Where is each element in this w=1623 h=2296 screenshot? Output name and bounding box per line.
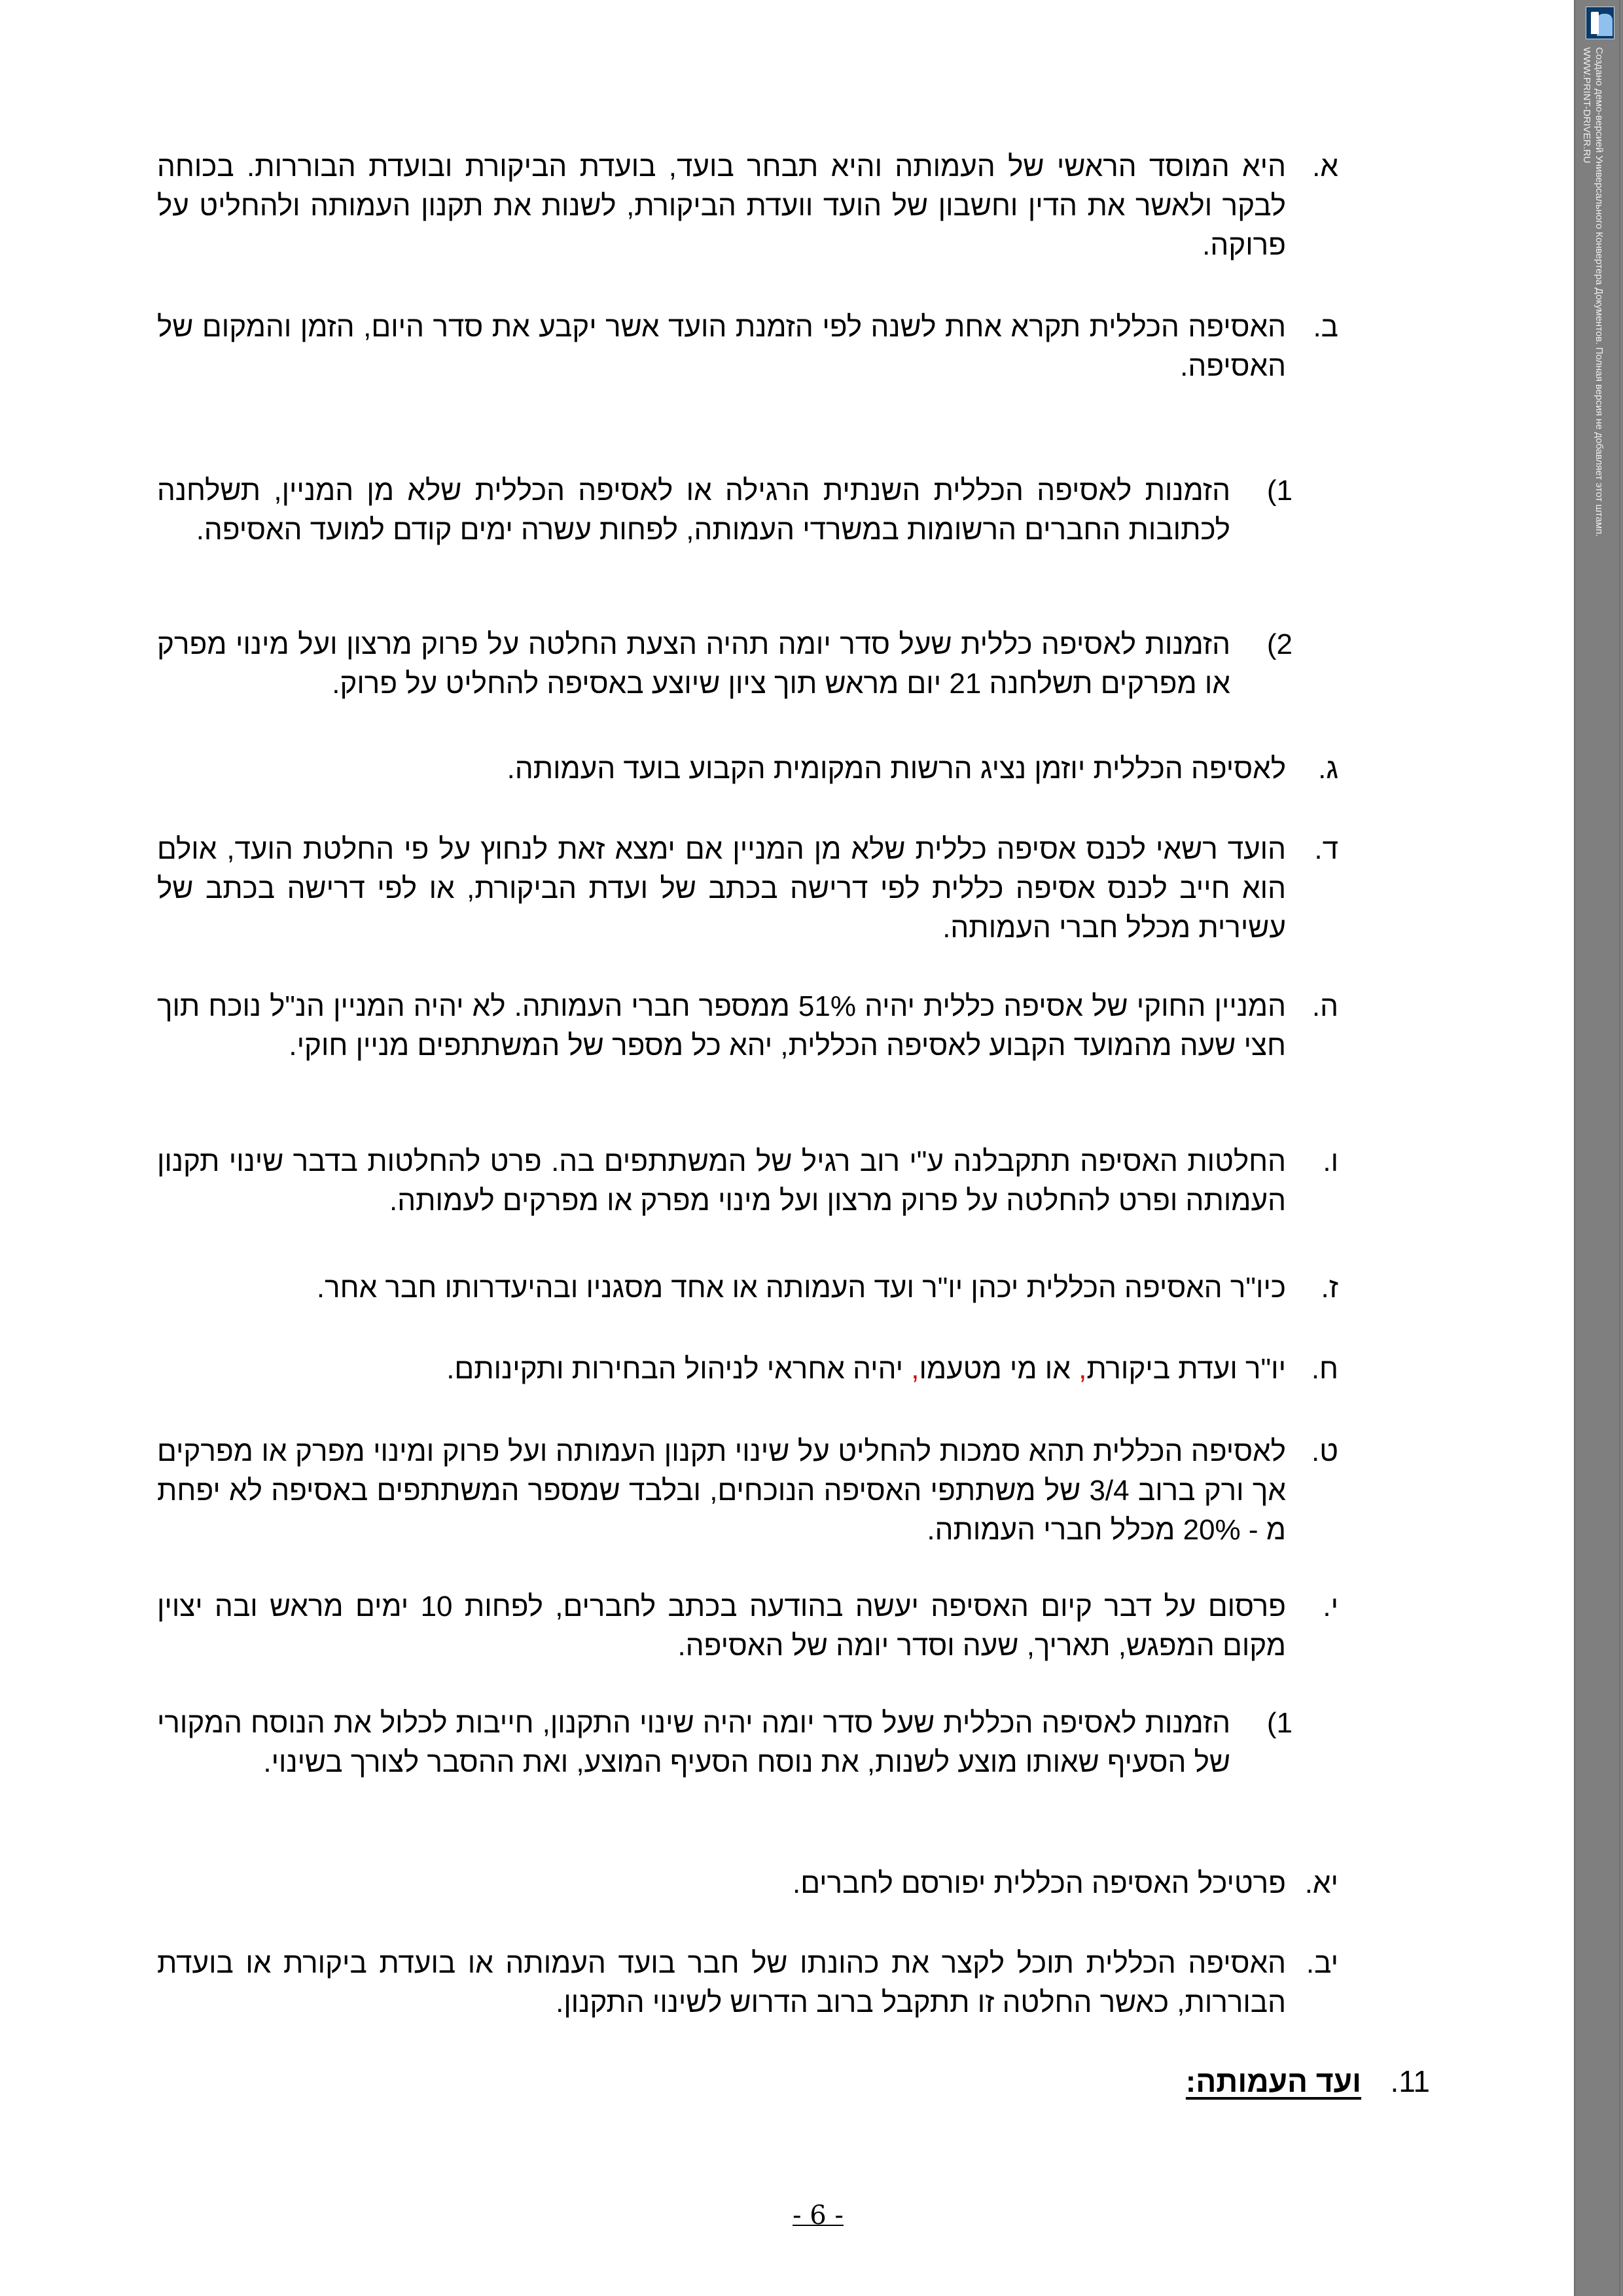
clause-text: החלטות האסיפה תתקבלנה ע"י רוב רגיל של המשתתפים בה. פרט להחלטות בדבר שינוי תקנון העמותה ופרט להחלטה על פרוק מרצון ועל מינוי מפרק או מפרקים לעמותה.	[157, 1145, 1286, 1217]
clause-text: היא המוסד הראשי של העמותה והיא תבחר בועד, בועדת הביקורת ובועדת הבוררות. בכוחה לבקר ולאשר את הדין וחשבון של הועד וועדת הביקורת, לשנות את תקנון העמותה ולהחליט על פרוקה.	[157, 151, 1286, 261]
clause-marker: יב.	[1306, 1947, 1338, 1979]
clause-he	[157, 987, 1338, 1066]
clause-yod-bet	[157, 1944, 1338, 2022]
clause-text: הועד רשאי לכנס אסיפה כללית שלא מן המניין אם ימצא זאת לנחוץ על פי החלטת הועד, אולם הוא חייב לכנס אסיפה כללית לפי דרישה בכתב של ועדת הביקורת, או לפי דרישה בכתב של עשירית מכלל חברי העמותה.	[157, 833, 1286, 944]
clause-alef	[157, 147, 1338, 265]
clause-text	[157, 1350, 1286, 1389]
clause-text: כיו"ר האסיפה הכללית יכהן יו"ר ועד העמותה או אחד מסגניו ובהיעדרותו חבר אחר.	[316, 1272, 1286, 1304]
clause-text: האסיפה הכללית תקרא אחת לשנה לפי הזמנת הועד אשר יקבע את סדר היום, הזמן והמקום של האסיפה.	[157, 311, 1286, 382]
clause-text: האסיפה הכללית תוכל לקצר את כהונתו של חבר בועד העמותה או בועדת ביקורת או בועדת הבוררות, כאשר החלטה זו תתקבל ברוב הדרוש לשינוי התקנון.	[157, 1947, 1286, 2018]
clause-text: המניין החוקי של אסיפה כללית יהיה 51% ממספר חברי העמותה. לא יהיה המניין הנ"ל נוכח תוך חצי שעה מהמועד הקבוע לאסיפה הכללית, יהא כל מספר של המשתתפים מניין חוקי.	[157, 990, 1286, 1062]
clause-text: פרטיכל האסיפה הכללית יפורסם לחברים.	[792, 1867, 1286, 1899]
clause-marker: ב.	[1313, 311, 1338, 343]
subclause-text: הזמנות לאסיפה כללית שעל סדר יומה תהיה הצעת החלטה על פרוק מרצון ועל מינוי מפרק או מפרקים תשלחנה 21 יום מראש תוך ציון שיוצע באסיפה להחליט על פרוק.	[157, 628, 1230, 700]
clause-zayin	[157, 1268, 1338, 1308]
watermark-sidebar	[1574, 0, 1623, 2296]
highlighted-comma: ,	[911, 1353, 919, 1385]
clause-dalet	[157, 830, 1338, 948]
page-number: - 6 -	[793, 2200, 844, 2231]
clause-text: לאסיפה הכללית תהא סמכות להחליט על שינוי תקנון העמותה ועל פרוק ומינוי מפרק או מפרקים אך ורק ברוב 3/4 של משתתפי האסיפה הנוכחים, ובלבד שמספר המשתתפים באסיפה לא יפחת מ - 20% מכלל חברי העמותה.	[157, 1435, 1286, 1546]
clause-marker: ד.	[1314, 833, 1338, 865]
clause-marker: ו.	[1323, 1145, 1338, 1177]
logo-shape	[1597, 14, 1613, 36]
clause-marker: יא.	[1304, 1867, 1338, 1899]
clause-marker: י.	[1323, 1590, 1338, 1623]
watermark-text	[1580, 47, 1605, 537]
sidebar-divider	[1619, 0, 1620, 2296]
converter-logo-icon	[1586, 7, 1614, 39]
subclause-marker: 2)	[1266, 628, 1293, 660]
text-part: יהיה אחראי לניהול הבחירות ותקינותם.	[446, 1353, 912, 1385]
clause-marker: ז.	[1321, 1272, 1338, 1304]
clause-marker: א.	[1312, 151, 1338, 183]
clause-yod-alef	[157, 1864, 1338, 1903]
clause-bet	[157, 308, 1338, 386]
section-title: ועד העמותה:	[1185, 2064, 1361, 2098]
watermark-line-2: WWW.PRINT-DRIVER.RU	[1581, 47, 1592, 164]
subclause-1	[157, 471, 1338, 550]
clause-vav	[157, 1142, 1338, 1221]
highlighted-comma: ,	[1079, 1353, 1087, 1385]
subclause-text: הזמנות לאסיפה הכללית השנתית הרגילה או לאסיפה הכללית שלא מן המניין, תשלחנה לכתובות החברים הרשומות במשרדי העמותה, לפחות עשרה ימים קודם למועד האסיפה.	[157, 475, 1230, 546]
clause-tet	[157, 1432, 1338, 1550]
section-number: 11.	[1390, 2064, 1430, 2098]
subclause-2	[157, 625, 1338, 704]
clause-text: לאסיפה הכללית יוזמן נציג הרשות המקומית הקבוע בועד העמותה.	[507, 753, 1286, 785]
text-part: יו"ר ועדת ביקורת	[1086, 1353, 1286, 1385]
subclause-marker: 1)	[1266, 475, 1293, 507]
clause-marker: ג.	[1318, 753, 1338, 785]
watermark-line-1: Создано демо-версией Универсального Конвертера Документов. Полная версия не добавляет этот штамп.	[1594, 47, 1605, 537]
subclause-text: הזמנות לאסיפה הכללית שעל סדר יומה יהיה שינוי התקנון, חייבות לכלול את הנוסח המקורי של הסעיף שאותו מוצע לשנות, את נוסח הסעיף המוצע, ואת ההסבר לצורך בשינוי.	[157, 1707, 1230, 1778]
clause-marker: ח.	[1311, 1353, 1338, 1385]
text-part: או מי מטעמו	[919, 1353, 1079, 1385]
logo-shape	[1591, 12, 1599, 34]
clause-marker: ה.	[1311, 990, 1338, 1022]
subclause-yod-1	[157, 1704, 1338, 1782]
clause-text: פרסום על דבר קיום האסיפה יעשה בהודעה בכתב לחברים, לפחות 10 ימים מראש ובה יצוין מקום המפגש, תאריך, שעה וסדר יומה של האסיפה.	[157, 1590, 1286, 1662]
clause-marker: ט.	[1311, 1435, 1338, 1467]
clause-het	[157, 1350, 1338, 1389]
clause-yod	[157, 1587, 1338, 1666]
subclause-marker: 1)	[1266, 1707, 1293, 1739]
clause-gimel	[157, 749, 1338, 789]
